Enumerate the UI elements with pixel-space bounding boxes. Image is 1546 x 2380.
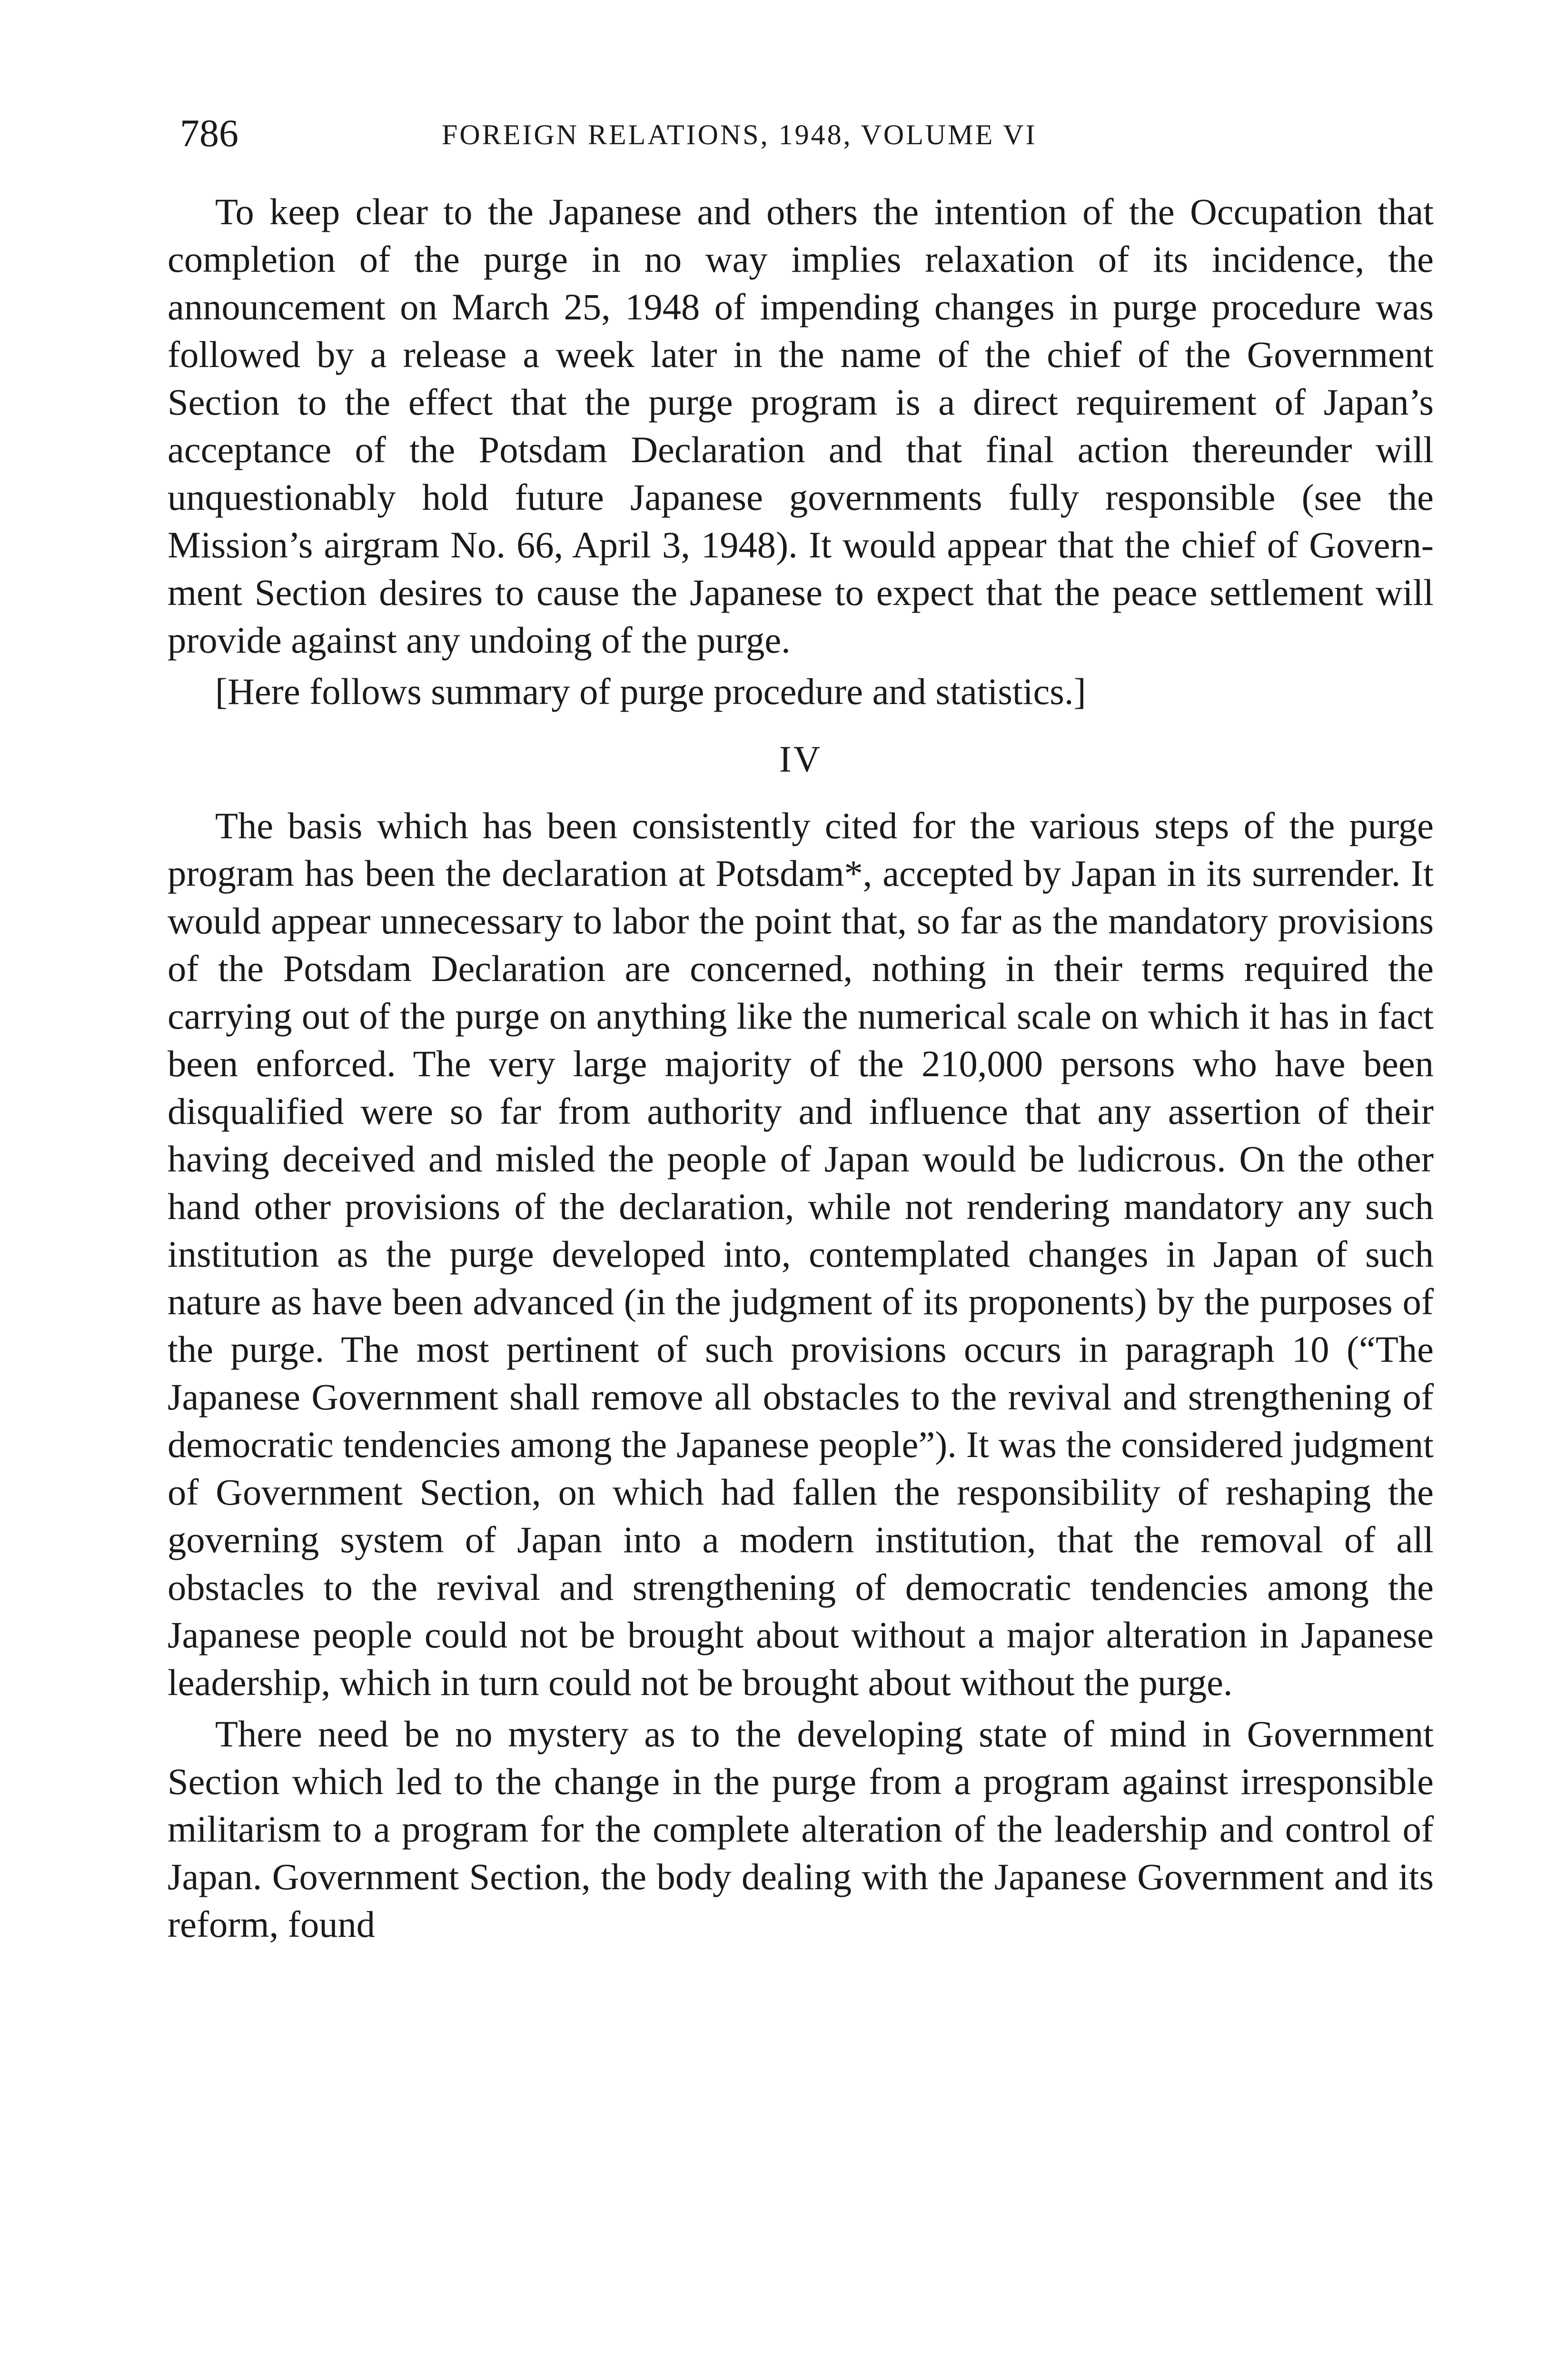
page-header: [180, 107, 1417, 159]
editorial-note: [Here follows summary of purge procedure and statistics.]: [215, 671, 1086, 712]
paragraph: The basis which has been consistently cited for the various steps of the purge program has been the declaration at Potsdam*, accepted by Japan in its surrender. It would appear unnecessary to labor the point that, so far as the mandatory provisions of the Potsdam Declaration are concerned, nothing in their terms required the carrying out of the purge on anything like the numerical scale on which it has in fact been enforced. The very large majority of the 210,000 persons who have been disqualified were so far from authority and influence that any assertion of their having deceived and misled the people of Japan would be ludicrous. On the other hand other provisions of the declaration, while not rendering mandatory any such institution as the purge developed into, contemplated changes in Japan of such nature as have been advanced (in the judgment of its proponents) by the purposes of the purge. The most pertinent of such provisions occurs in paragraph 10 (“The Japanese Government shall remove all obstacles to the revival and strengthening of democratic tendencies among the Japanese people”). It was the considered judgment of Government Section, on which had fallen the responsibility of reshaping the governing system of Japan into a modern institution, that the removal of all obstacles to the revival and strengthening of democratic tendencies among the Japanese people could not be brought about without a major alteration in Japanese leadership, which in turn could not be brought about without the purge.: [168, 805, 1434, 1703]
paragraph: There need be no mystery as to the developing state of mind in Government Section which led to the change in the purge from a program against irresponsible militarism to a program for the complete alteration of the leadership and control of Japan. Government Section, the body dealing with the Japanese Government and its reform, found: [168, 1713, 1434, 1945]
paragraph: To keep clear to the Japanese and others the intention of the Occupation that completion of the purge in no way implies relaxation of its incidence, the announcement on March 25, 1948 of impending changes in purge procedure was followed by a release a week later in the name of the chief of the Government Section to the effect that the purge program is a direct requirement of Japan’s acceptance of the Potsdam Declaration and that final action thereunder will unquestionably hold future Japanese governments fully responsible (see the Mission’s airgram No. 66, April 3, 1948). It would appear that the chief of Government Section desires to cause the Japanese to expect that the peace settlement will provide against any undoing of the purge.: [168, 191, 1434, 661]
section-heading: IV: [779, 738, 823, 780]
running-head: FOREIGN RELATIONS, 1948, VOLUME VI: [442, 119, 1037, 150]
body-text: [168, 188, 1434, 1948]
page-number: 786: [180, 111, 238, 155]
